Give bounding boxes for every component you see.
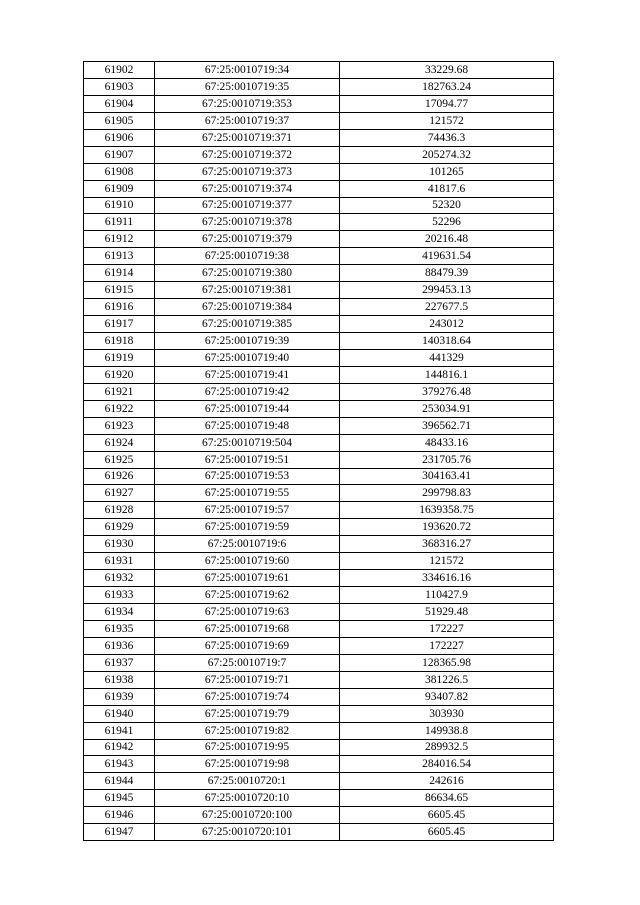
table-row bbox=[84, 434, 554, 451]
value-cell: 205274.32 bbox=[340, 146, 554, 163]
row-number-cell: 61934 bbox=[84, 604, 155, 621]
value-cell: 304163.41 bbox=[340, 468, 554, 485]
table-row bbox=[84, 688, 554, 705]
cadastral-number-cell: 67:25:0010719:59 bbox=[155, 519, 340, 536]
row-number-cell: 61921 bbox=[84, 383, 155, 400]
table-row bbox=[84, 587, 554, 604]
value-cell: 299453.13 bbox=[340, 282, 554, 299]
cadastral-number-cell: 67:25:0010719:41 bbox=[155, 366, 340, 383]
row-number-cell: 61937 bbox=[84, 654, 155, 671]
value-cell: 334616.16 bbox=[340, 570, 554, 587]
table-row bbox=[84, 502, 554, 519]
cadastral-number-cell: 67:25:0010719:95 bbox=[155, 739, 340, 756]
table-row bbox=[84, 112, 554, 129]
cadastral-number-cell: 67:25:0010719:57 bbox=[155, 502, 340, 519]
value-cell: 1639358.75 bbox=[340, 502, 554, 519]
cadastral-number-cell: 67:25:0010719:53 bbox=[155, 468, 340, 485]
table-row bbox=[84, 316, 554, 333]
cadastral-number-cell: 67:25:0010719:51 bbox=[155, 451, 340, 468]
cadastral-number-cell: 67:25:0010719:60 bbox=[155, 553, 340, 570]
table-row bbox=[84, 705, 554, 722]
row-number-cell: 61910 bbox=[84, 197, 155, 214]
row-number-cell: 61918 bbox=[84, 333, 155, 350]
cadastral-number-cell: 67:25:0010719:62 bbox=[155, 587, 340, 604]
value-cell: 243012 bbox=[340, 316, 554, 333]
cadastral-number-cell: 67:25:0010719:384 bbox=[155, 299, 340, 316]
value-cell: 52320 bbox=[340, 197, 554, 214]
value-cell: 88479.39 bbox=[340, 265, 554, 282]
table-row bbox=[84, 299, 554, 316]
value-cell: 93407.82 bbox=[340, 688, 554, 705]
cadastral-number-cell: 67:25:0010719:385 bbox=[155, 316, 340, 333]
row-number-cell: 61943 bbox=[84, 756, 155, 773]
row-number-cell: 61909 bbox=[84, 180, 155, 197]
cadastral-number-cell: 67:25:0010720:1 bbox=[155, 773, 340, 790]
table-row bbox=[84, 570, 554, 587]
cadastral-number-cell: 67:25:0010719:374 bbox=[155, 180, 340, 197]
value-cell: 140318.64 bbox=[340, 333, 554, 350]
cadastral-number-cell: 67:25:0010719:371 bbox=[155, 129, 340, 146]
value-cell: 253034.91 bbox=[340, 400, 554, 417]
value-cell: 227677.5 bbox=[340, 299, 554, 316]
value-cell: 149938.8 bbox=[340, 722, 554, 739]
table-row bbox=[84, 282, 554, 299]
value-cell: 172227 bbox=[340, 637, 554, 654]
row-number-cell: 61915 bbox=[84, 282, 155, 299]
value-cell: 231705.76 bbox=[340, 451, 554, 468]
value-cell: 17094.77 bbox=[340, 95, 554, 112]
row-number-cell: 61939 bbox=[84, 688, 155, 705]
cadastral-number-cell: 67:25:0010719:377 bbox=[155, 197, 340, 214]
row-number-cell: 61935 bbox=[84, 620, 155, 637]
cadastral-number-cell: 67:25:0010719:35 bbox=[155, 78, 340, 95]
row-number-cell: 61907 bbox=[84, 146, 155, 163]
row-number-cell: 61919 bbox=[84, 349, 155, 366]
table-row bbox=[84, 400, 554, 417]
cadastral-number-cell: 67:25:0010720:101 bbox=[155, 824, 340, 841]
table-row bbox=[84, 790, 554, 807]
row-number-cell: 61917 bbox=[84, 316, 155, 333]
cadastral-number-cell: 67:25:0010719:37 bbox=[155, 112, 340, 129]
cadastral-number-cell: 67:25:0010719:381 bbox=[155, 282, 340, 299]
table-row bbox=[84, 146, 554, 163]
cadastral-number-cell: 67:25:0010719:69 bbox=[155, 637, 340, 654]
cadastral-number-cell: 67:25:0010719:71 bbox=[155, 671, 340, 688]
value-cell: 6605.45 bbox=[340, 824, 554, 841]
row-number-cell: 61922 bbox=[84, 400, 155, 417]
cadastral-number-cell: 67:25:0010719:61 bbox=[155, 570, 340, 587]
value-cell: 33229.68 bbox=[340, 62, 554, 79]
table-row bbox=[84, 807, 554, 824]
cadastral-number-cell: 67:25:0010719:353 bbox=[155, 95, 340, 112]
row-number-cell: 61932 bbox=[84, 570, 155, 587]
row-number-cell: 61927 bbox=[84, 485, 155, 502]
row-number-cell: 61904 bbox=[84, 95, 155, 112]
value-cell: 110427.9 bbox=[340, 587, 554, 604]
table-row bbox=[84, 536, 554, 553]
cadastral-number-cell: 67:25:0010719:379 bbox=[155, 231, 340, 248]
cadastral-number-cell: 67:25:0010719:6 bbox=[155, 536, 340, 553]
cadastral-number-cell: 67:25:0010719:68 bbox=[155, 620, 340, 637]
cadastral-number-cell: 67:25:0010719:378 bbox=[155, 214, 340, 231]
table-row bbox=[84, 519, 554, 536]
value-cell: 128365.98 bbox=[340, 654, 554, 671]
row-number-cell: 61913 bbox=[84, 248, 155, 265]
cadastral-number-cell: 67:25:0010719:79 bbox=[155, 705, 340, 722]
row-number-cell: 61941 bbox=[84, 722, 155, 739]
table-row bbox=[84, 214, 554, 231]
value-cell: 242616 bbox=[340, 773, 554, 790]
value-cell: 52296 bbox=[340, 214, 554, 231]
row-number-cell: 61912 bbox=[84, 231, 155, 248]
row-number-cell: 61928 bbox=[84, 502, 155, 519]
document-page bbox=[83, 61, 553, 841]
row-number-cell: 61905 bbox=[84, 112, 155, 129]
table-row bbox=[84, 637, 554, 654]
value-cell: 381226.5 bbox=[340, 671, 554, 688]
row-number-cell: 61940 bbox=[84, 705, 155, 722]
table-row bbox=[84, 62, 554, 79]
table-row bbox=[84, 553, 554, 570]
row-number-cell: 61931 bbox=[84, 553, 155, 570]
table-row bbox=[84, 349, 554, 366]
row-number-cell: 61947 bbox=[84, 824, 155, 841]
value-cell: 20216.48 bbox=[340, 231, 554, 248]
value-cell: 182763.24 bbox=[340, 78, 554, 95]
cadastral-number-cell: 67:25:0010719:44 bbox=[155, 400, 340, 417]
value-cell: 193620.72 bbox=[340, 519, 554, 536]
value-cell: 51929.48 bbox=[340, 604, 554, 621]
value-cell: 144816.1 bbox=[340, 366, 554, 383]
value-cell: 303930 bbox=[340, 705, 554, 722]
value-cell: 299798.83 bbox=[340, 485, 554, 502]
table-row bbox=[84, 95, 554, 112]
row-number-cell: 61925 bbox=[84, 451, 155, 468]
row-number-cell: 61911 bbox=[84, 214, 155, 231]
cadastral-number-cell: 67:25:0010719:42 bbox=[155, 383, 340, 400]
value-cell: 101265 bbox=[340, 163, 554, 180]
cadastral-number-cell: 67:25:0010719:34 bbox=[155, 62, 340, 79]
cadastral-number-cell: 67:25:0010719:55 bbox=[155, 485, 340, 502]
value-cell: 441329 bbox=[340, 349, 554, 366]
row-number-cell: 61946 bbox=[84, 807, 155, 824]
row-number-cell: 61930 bbox=[84, 536, 155, 553]
cadastral-number-cell: 67:25:0010719:63 bbox=[155, 604, 340, 621]
row-number-cell: 61926 bbox=[84, 468, 155, 485]
row-number-cell: 61924 bbox=[84, 434, 155, 451]
table-row bbox=[84, 451, 554, 468]
value-cell: 6605.45 bbox=[340, 807, 554, 824]
table-row bbox=[84, 129, 554, 146]
value-cell: 284016.54 bbox=[340, 756, 554, 773]
cadastral-number-cell: 67:25:0010719:48 bbox=[155, 417, 340, 434]
cadastral-number-cell: 67:25:0010719:373 bbox=[155, 163, 340, 180]
cadastral-number-cell: 67:25:0010720:10 bbox=[155, 790, 340, 807]
row-number-cell: 61920 bbox=[84, 366, 155, 383]
table-row bbox=[84, 366, 554, 383]
table-row bbox=[84, 180, 554, 197]
row-number-cell: 61916 bbox=[84, 299, 155, 316]
row-number-cell: 61938 bbox=[84, 671, 155, 688]
cadastral-number-cell: 67:25:0010719:39 bbox=[155, 333, 340, 350]
cadastral-number-cell: 67:25:0010719:7 bbox=[155, 654, 340, 671]
table-row bbox=[84, 620, 554, 637]
table-row bbox=[84, 739, 554, 756]
cadastral-number-cell: 67:25:0010719:504 bbox=[155, 434, 340, 451]
row-number-cell: 61923 bbox=[84, 417, 155, 434]
value-cell: 289932.5 bbox=[340, 739, 554, 756]
table-row bbox=[84, 333, 554, 350]
cadastral-number-cell: 67:25:0010719:40 bbox=[155, 349, 340, 366]
value-cell: 41817.6 bbox=[340, 180, 554, 197]
row-number-cell: 61929 bbox=[84, 519, 155, 536]
value-cell: 121572 bbox=[340, 553, 554, 570]
table-row bbox=[84, 654, 554, 671]
value-cell: 121572 bbox=[340, 112, 554, 129]
row-number-cell: 61944 bbox=[84, 773, 155, 790]
table-row bbox=[84, 265, 554, 282]
cadastral-number-cell: 67:25:0010720:100 bbox=[155, 807, 340, 824]
value-cell: 74436.3 bbox=[340, 129, 554, 146]
table-row bbox=[84, 417, 554, 434]
row-number-cell: 61906 bbox=[84, 129, 155, 146]
table-body bbox=[84, 62, 554, 841]
row-number-cell: 61908 bbox=[84, 163, 155, 180]
table-row bbox=[84, 248, 554, 265]
row-number-cell: 61945 bbox=[84, 790, 155, 807]
table-row bbox=[84, 197, 554, 214]
table-row bbox=[84, 756, 554, 773]
cadastral-number-cell: 67:25:0010719:74 bbox=[155, 688, 340, 705]
value-cell: 396562.71 bbox=[340, 417, 554, 434]
table-row bbox=[84, 671, 554, 688]
cadastral-value-table bbox=[83, 61, 554, 841]
cadastral-number-cell: 67:25:0010719:82 bbox=[155, 722, 340, 739]
row-number-cell: 61936 bbox=[84, 637, 155, 654]
cadastral-number-cell: 67:25:0010719:380 bbox=[155, 265, 340, 282]
value-cell: 379276.48 bbox=[340, 383, 554, 400]
row-number-cell: 61903 bbox=[84, 78, 155, 95]
row-number-cell: 61942 bbox=[84, 739, 155, 756]
value-cell: 419631.54 bbox=[340, 248, 554, 265]
table-row bbox=[84, 163, 554, 180]
cadastral-number-cell: 67:25:0010719:372 bbox=[155, 146, 340, 163]
row-number-cell: 61902 bbox=[84, 62, 155, 79]
table-row bbox=[84, 485, 554, 502]
cadastral-number-cell: 67:25:0010719:38 bbox=[155, 248, 340, 265]
row-number-cell: 61914 bbox=[84, 265, 155, 282]
row-number-cell: 61933 bbox=[84, 587, 155, 604]
value-cell: 48433.16 bbox=[340, 434, 554, 451]
table-row bbox=[84, 773, 554, 790]
table-row bbox=[84, 468, 554, 485]
value-cell: 368316.27 bbox=[340, 536, 554, 553]
value-cell: 172227 bbox=[340, 620, 554, 637]
table-row bbox=[84, 231, 554, 248]
table-row bbox=[84, 383, 554, 400]
table-row bbox=[84, 722, 554, 739]
table-row bbox=[84, 78, 554, 95]
table-row bbox=[84, 604, 554, 621]
value-cell: 86634.65 bbox=[340, 790, 554, 807]
table-row bbox=[84, 824, 554, 841]
cadastral-number-cell: 67:25:0010719:98 bbox=[155, 756, 340, 773]
